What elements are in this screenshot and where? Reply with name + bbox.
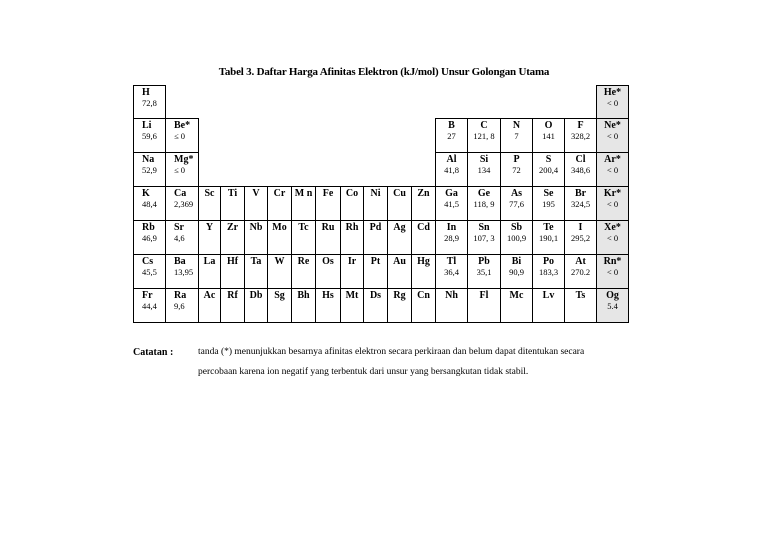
element-symbol: Re (297, 256, 310, 267)
affinity-value: 141 (542, 131, 555, 141)
element-cell (315, 254, 341, 289)
affinity-value: 134 (477, 165, 491, 175)
element-symbol: In (446, 222, 457, 233)
affinity-value: 107, 3 (473, 233, 495, 243)
element-symbol: Rg (393, 290, 406, 301)
affinity-value: 121, 8 (473, 131, 495, 141)
affinity-value: < 0 (606, 165, 619, 175)
element-cell (596, 85, 629, 119)
element-cell (244, 186, 268, 221)
element-symbol: Br (574, 188, 587, 199)
element-cell (387, 186, 412, 221)
affinity-value: 328,2 (570, 131, 591, 141)
note-text-line-2: percobaan karena ion negatif yang terbentuk dari unsur yang bersangkutan tidak stabil. (198, 367, 529, 377)
element-cell (564, 152, 597, 187)
element-symbol: Mg* (174, 154, 194, 165)
element-symbol: Ge (477, 188, 491, 199)
element-cell (387, 254, 412, 289)
element-symbol: M n (294, 188, 313, 199)
element-cell (532, 288, 565, 323)
element-cell (564, 288, 597, 323)
element-symbol: Be* (174, 120, 191, 131)
element-cell (564, 118, 597, 153)
element-symbol: Ds (369, 290, 382, 301)
element-symbol: Po (542, 256, 555, 267)
element-symbol: Zr (226, 222, 239, 233)
element-cell (500, 152, 533, 187)
element-cell (532, 254, 565, 289)
element-symbol: Te (543, 222, 554, 233)
affinity-value: 324,5 (570, 199, 591, 209)
element-cell (291, 288, 316, 323)
element-cell (363, 220, 388, 255)
element-symbol: Li (142, 120, 152, 131)
element-cell (596, 186, 629, 221)
affinity-value: 72 (512, 165, 521, 175)
element-symbol: O (544, 120, 553, 131)
affinity-value: 348,6 (570, 165, 591, 175)
affinity-value: 183,3 (538, 267, 559, 277)
element-symbol: Al (446, 154, 457, 165)
element-cell (244, 220, 268, 255)
element-symbol: Kr* (603, 188, 622, 199)
affinity-value: 27 (447, 131, 456, 141)
element-symbol: Hf (226, 256, 239, 267)
element-symbol: He* (603, 87, 622, 98)
element-symbol: Mc (509, 290, 524, 301)
element-cell (315, 220, 341, 255)
element-cell (500, 288, 533, 323)
element-symbol: Sg (274, 290, 285, 301)
element-cell (244, 254, 268, 289)
element-cell (500, 220, 533, 255)
element-cell (363, 288, 388, 323)
element-cell (363, 186, 388, 221)
element-cell (467, 220, 501, 255)
element-cell (596, 152, 629, 187)
element-symbol: Cu (393, 188, 406, 199)
affinity-value: 4,6 (174, 233, 185, 243)
affinity-value: 5.4 (607, 301, 618, 311)
element-cell (267, 288, 292, 323)
element-symbol: Sb (510, 222, 523, 233)
element-cell (596, 254, 629, 289)
affinity-value: 200,4 (538, 165, 559, 175)
element-cell (267, 220, 292, 255)
element-cell (291, 254, 316, 289)
affinity-value: ≤ 0 (174, 131, 186, 141)
element-cell (467, 152, 501, 187)
element-symbol: W (274, 256, 285, 267)
affinity-value: 90,9 (509, 267, 524, 277)
element-cell (411, 186, 436, 221)
element-cell (267, 254, 292, 289)
element-symbol: I (578, 222, 583, 233)
affinity-value: < 0 (606, 267, 619, 277)
element-cell (165, 220, 199, 255)
affinity-value: 77,6 (509, 199, 524, 209)
element-cell (411, 288, 436, 323)
element-symbol: Hs (322, 290, 334, 301)
element-symbol: Mt (345, 290, 359, 301)
element-symbol: Cl (575, 154, 586, 165)
affinity-value: < 0 (606, 233, 619, 243)
affinity-value: 59,6 (142, 131, 157, 141)
element-symbol: Fe (322, 188, 334, 199)
element-symbol: Pb (478, 256, 490, 267)
element-symbol: Cd (417, 222, 430, 233)
element-symbol: Ni (370, 188, 381, 199)
element-symbol: Fl (479, 290, 489, 301)
element-cell (220, 220, 245, 255)
affinity-value: 52,9 (142, 165, 157, 175)
element-symbol: Ts (575, 290, 586, 301)
element-cell (133, 85, 166, 119)
element-symbol: Db (249, 290, 263, 301)
element-symbol: Os (322, 256, 334, 267)
element-symbol: V (252, 188, 260, 199)
note-label: Catatan : (133, 347, 174, 358)
element-symbol: S (545, 154, 552, 165)
element-cell (165, 288, 199, 323)
element-cell (315, 186, 341, 221)
element-symbol: Rf (227, 290, 238, 301)
element-cell (596, 118, 629, 153)
element-symbol: Y (205, 222, 214, 233)
element-cell (564, 220, 597, 255)
element-cell (340, 288, 364, 323)
affinity-value: 190,1 (538, 233, 559, 243)
element-cell (220, 288, 245, 323)
element-cell (564, 254, 597, 289)
affinity-value: 9,6 (174, 301, 185, 311)
element-symbol: Og (606, 290, 619, 301)
element-cell (291, 186, 316, 221)
element-symbol: Ba (174, 256, 186, 267)
affinity-value: 28,9 (444, 233, 459, 243)
affinity-value: 7 (514, 131, 519, 141)
element-cell (596, 220, 629, 255)
element-cell (532, 152, 565, 187)
element-symbol: K (142, 188, 150, 199)
element-symbol: Hg (417, 256, 430, 267)
element-cell (411, 254, 436, 289)
affinity-value: 35,1 (476, 267, 492, 277)
element-cell (244, 288, 268, 323)
element-cell (467, 254, 501, 289)
element-symbol: P (513, 154, 520, 165)
element-cell (500, 186, 533, 221)
affinity-value: 45,5 (142, 267, 157, 277)
element-symbol: Sn (478, 222, 490, 233)
affinity-value: 13,95 (174, 267, 194, 277)
element-cell (198, 254, 221, 289)
element-symbol: Ar* (604, 154, 621, 165)
element-symbol: Se (543, 188, 554, 199)
element-symbol: H (142, 87, 150, 98)
element-symbol: Ne* (604, 120, 621, 131)
affinity-value: 41,8 (444, 165, 459, 175)
element-cell (340, 254, 364, 289)
element-cell (198, 288, 221, 323)
element-symbol: Ac (203, 290, 216, 301)
element-symbol: Sc (204, 188, 215, 199)
element-symbol: Pt (370, 256, 381, 267)
affinity-value: 118, 9 (473, 199, 495, 209)
element-symbol: Cr (273, 188, 286, 199)
element-symbol: N (512, 120, 521, 131)
element-symbol: Na (142, 154, 155, 165)
affinity-value: 270.2 (570, 267, 591, 277)
element-cell (435, 118, 468, 153)
element-symbol: Cs (142, 256, 154, 267)
element-cell (291, 220, 316, 255)
affinity-value: ≤ 0 (174, 165, 186, 175)
element-cell (220, 186, 245, 221)
element-cell (165, 118, 199, 153)
element-symbol: At (575, 256, 586, 267)
element-cell (340, 220, 364, 255)
element-symbol: Bh (297, 290, 310, 301)
element-cell (340, 186, 364, 221)
affinity-value: < 0 (606, 199, 619, 209)
element-symbol: Fr (142, 290, 153, 301)
element-symbol: Xe* (604, 222, 621, 233)
element-cell (435, 254, 468, 289)
element-symbol: Rh (345, 222, 359, 233)
affinity-value: 72,8 (142, 98, 157, 108)
element-symbol: Ag (393, 222, 406, 233)
element-cell (532, 220, 565, 255)
element-cell (500, 118, 533, 153)
element-cell (133, 288, 166, 323)
element-cell (564, 186, 597, 221)
element-symbol: Mo (272, 222, 287, 233)
element-symbol: Nh (445, 290, 458, 301)
affinity-value: < 0 (606, 98, 619, 108)
element-cell (596, 288, 629, 323)
affinity-value: < 0 (606, 131, 619, 141)
element-symbol: Co (345, 188, 359, 199)
element-symbol: Zn (417, 188, 430, 199)
affinity-value: 195 (542, 199, 555, 209)
element-cell (467, 186, 501, 221)
element-symbol: Tl (446, 256, 457, 267)
element-cell (435, 220, 468, 255)
table-title: Tabel 3. Daftar Harga Afinitas Elektron (kJ/mol) Unsur Golongan Utama (218, 66, 550, 78)
affinity-value: 46,9 (142, 233, 157, 243)
element-cell (315, 288, 341, 323)
element-symbol: Rn* (603, 256, 622, 267)
element-symbol: Si (479, 154, 489, 165)
element-cell (532, 118, 565, 153)
element-symbol: Au (393, 256, 406, 267)
note-text-line-1: tanda (*) menunjukkan besarnya afinitas elektron secara perkiraan dan belum dapat ditentukan secara (198, 347, 585, 357)
element-symbol: Sr (174, 222, 184, 233)
element-cell (435, 152, 468, 187)
element-symbol: C (480, 120, 488, 131)
element-cell (165, 186, 199, 221)
element-cell (133, 118, 166, 153)
element-symbol: Ga (445, 188, 458, 199)
affinity-value: 100,9 (506, 233, 527, 243)
element-cell (387, 288, 412, 323)
element-symbol: Cn (417, 290, 430, 301)
element-cell (198, 186, 221, 221)
element-symbol: F (577, 120, 584, 131)
element-cell (467, 118, 501, 153)
element-symbol: Ru (321, 222, 335, 233)
affinity-value: 295,2 (570, 233, 591, 243)
element-cell (220, 254, 245, 289)
element-cell (133, 254, 166, 289)
electron-affinity-table (133, 85, 635, 325)
element-cell (387, 220, 412, 255)
element-cell (165, 254, 199, 289)
element-symbol: Ta (250, 256, 262, 267)
element-cell (500, 254, 533, 289)
affinity-value: 48,4 (142, 199, 157, 209)
element-cell (363, 254, 388, 289)
element-cell (133, 152, 166, 187)
element-cell (198, 220, 221, 255)
element-cell (165, 152, 199, 187)
element-cell (267, 186, 292, 221)
element-symbol: Lv (542, 290, 555, 301)
element-symbol: Pd (369, 222, 382, 233)
element-symbol: Tc (298, 222, 309, 233)
element-symbol: Ir (347, 256, 357, 267)
element-symbol: As (510, 188, 523, 199)
element-cell (435, 288, 468, 323)
element-cell (532, 186, 565, 221)
affinity-value: 36,4 (444, 267, 459, 277)
affinity-value: 41,5 (444, 199, 459, 209)
element-symbol: La (203, 256, 216, 267)
element-symbol: Ti (227, 188, 238, 199)
element-symbol: Nb (249, 222, 263, 233)
affinity-value: 2,369 (174, 199, 194, 209)
affinity-value: 44,4 (142, 301, 157, 311)
element-symbol: Bi (511, 256, 522, 267)
element-symbol: Ra (174, 290, 187, 301)
element-symbol: Ca (174, 188, 187, 199)
element-symbol: Rb (142, 222, 155, 233)
element-cell (133, 220, 166, 255)
element-cell (435, 186, 468, 221)
element-symbol: B (448, 120, 455, 131)
element-cell (133, 186, 166, 221)
element-cell (467, 288, 501, 323)
element-cell (411, 220, 436, 255)
